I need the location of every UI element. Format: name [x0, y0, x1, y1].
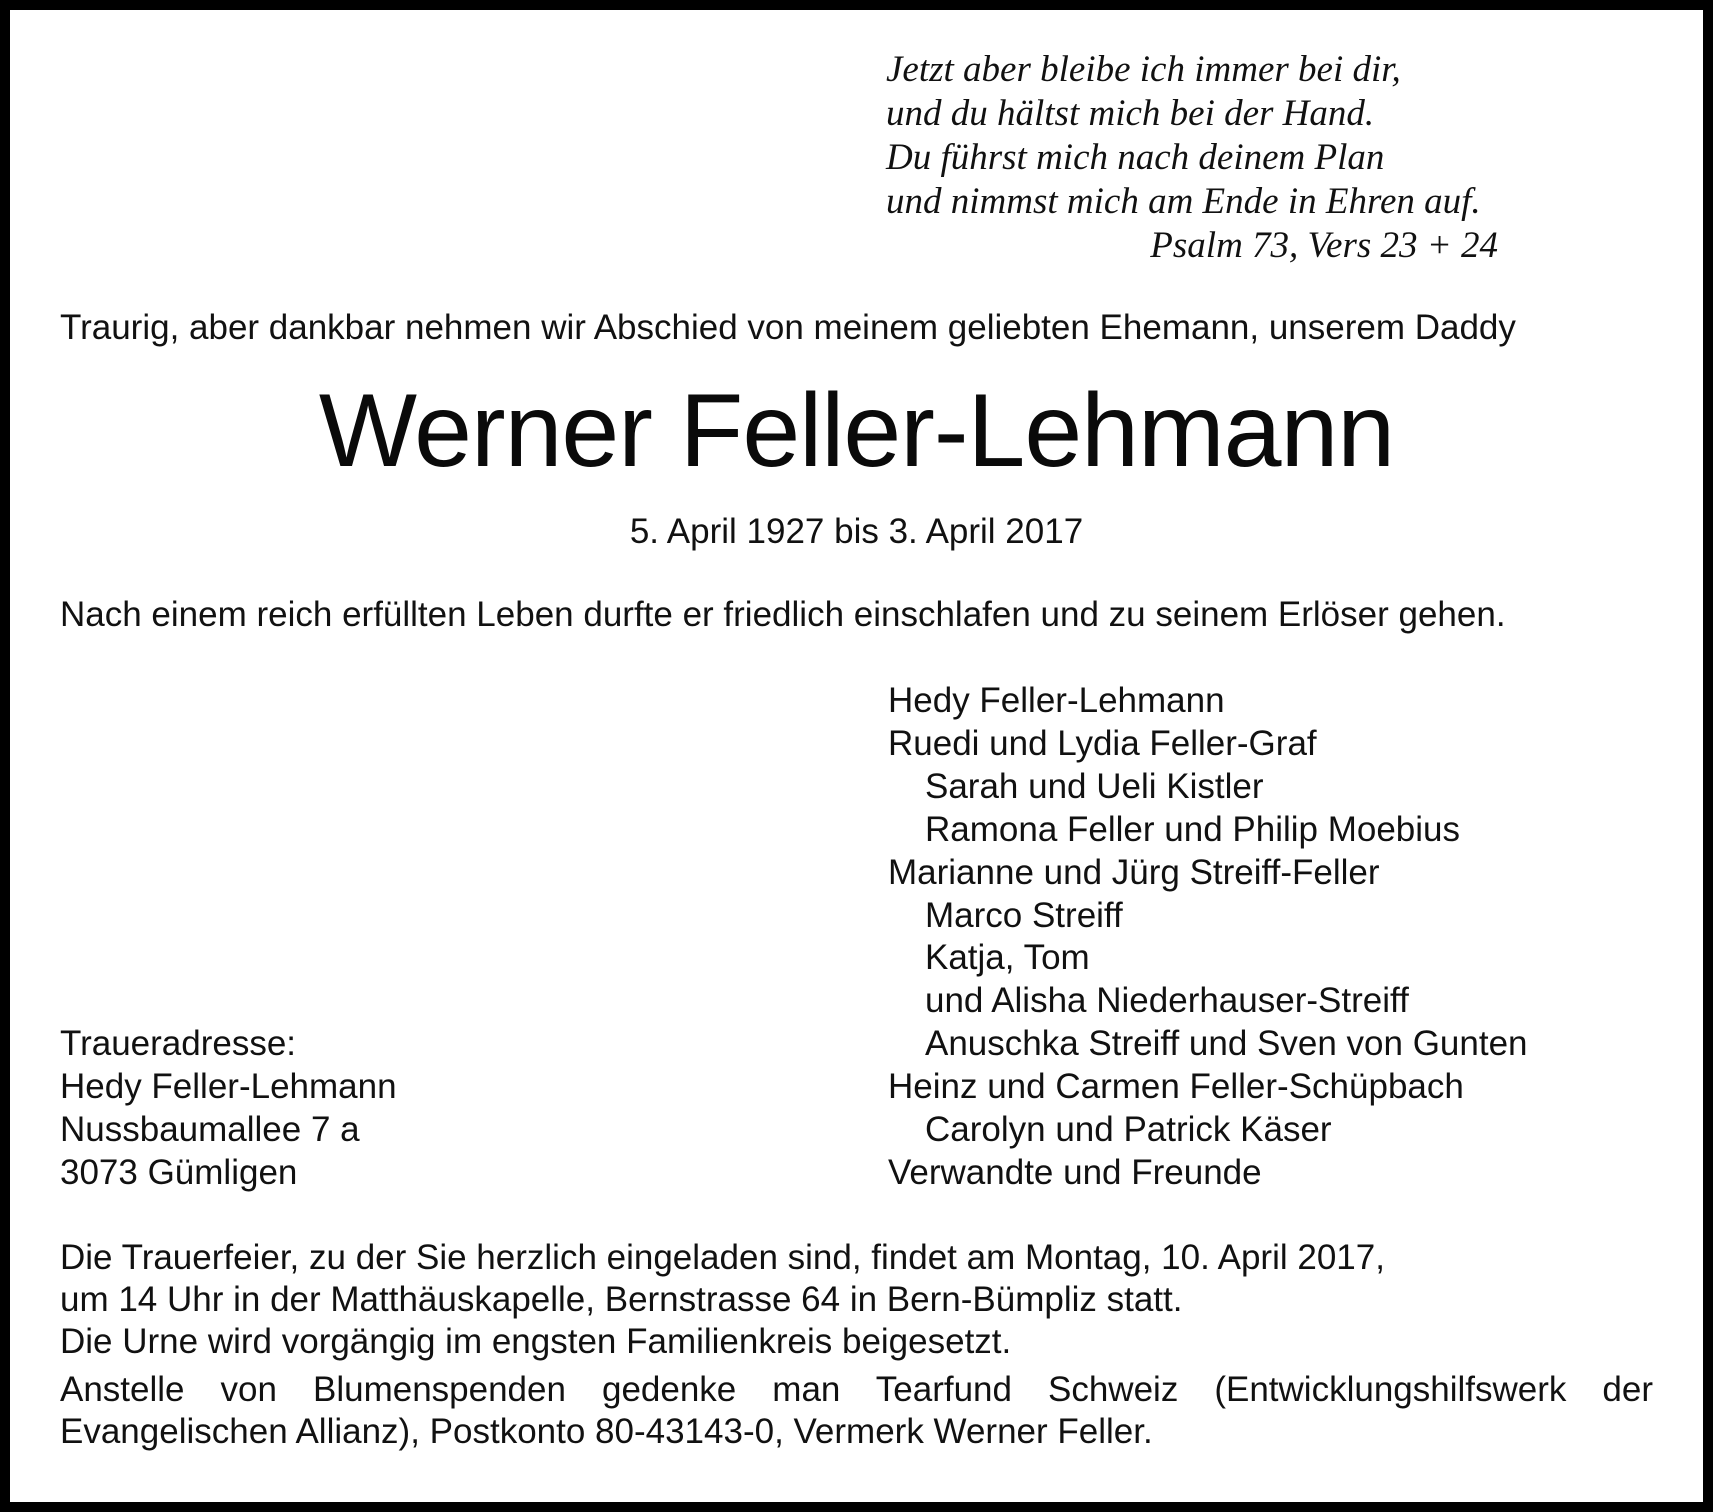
psalm-line: Du führst mich nach deinem Plan [886, 137, 1385, 178]
life-text: Nach einem reich erfüllten Leben durfte er friedlich einschlafen und zu seinem Erlöser gehen. [60, 595, 1506, 634]
service-info [60, 1237, 1653, 1453]
service-line: Die Trauerfeier, zu der Sie herzlich eingeladen sind, findet am Montag, 10. April 2017, [60, 1238, 1385, 1277]
psalm-quote [886, 48, 1498, 268]
address-name: Hedy Feller-Lehmann [60, 1066, 397, 1106]
psalm-line: und du hältst mich bei der Hand. [886, 93, 1375, 134]
mourner-item: Katja, Tom [925, 938, 1090, 978]
psalm-line: und nimmst mich am Ende in Ehren auf. [886, 181, 1481, 222]
mourner-item: Marianne und Jürg Streiff-Feller [888, 852, 1380, 892]
mourner-item: Ramona Feller und Philip Moebius [925, 809, 1460, 849]
mourner-item: Marco Streiff [925, 895, 1123, 935]
mourner-item: Carolyn und Patrick Käser [925, 1110, 1332, 1150]
service-line: um 14 Uhr in der Matthäuskapelle, Bernstrasse 64 in Bern-Bümpliz statt. [60, 1280, 1183, 1319]
donation-text: Anstelle von Blumenspenden gedenke man Tearfund Schweiz (Entwicklungshilfswerk der Evangelischen Allianz), Postkonto 80-43143-0, Vermerk Werner Feller. [60, 1370, 1653, 1451]
mourning-address [60, 1023, 397, 1195]
deceased-name: Werner Feller-Lehmann [318, 373, 1395, 489]
intro-text: Traurig, aber dankbar nehmen wir Abschied von meinem geliebten Ehemann, unserem Daddy [60, 308, 1516, 347]
mourner-item: Anuschka Streiff und Sven von Gunten [925, 1024, 1528, 1064]
mourner-item: Heinz und Carmen Feller-Schüpbach [888, 1067, 1464, 1107]
service-line: Die Urne wird vorgängig im engsten Familienkreis beigesetzt. [60, 1322, 1012, 1361]
address-label: Traueradresse: [60, 1024, 297, 1063]
mourners-list [888, 680, 1528, 1195]
mourner-item: Ruedi und Lydia Feller-Graf [888, 723, 1317, 763]
mourner-item: Sarah und Ueli Kistler [925, 766, 1264, 806]
address-city: 3073 Gümligen [60, 1152, 298, 1192]
psalm-line: Jetzt aber bleibe ich immer bei dir, [886, 49, 1401, 90]
address-street: Nussbaumallee 7 a [60, 1109, 360, 1149]
psalm-reference: Psalm 73, Vers 23 + 24 [1150, 225, 1498, 266]
mourner-item: Verwandte und Freunde [888, 1152, 1262, 1192]
mourner-item: und Alisha Niederhauser-Streiff [925, 981, 1409, 1021]
mourner-item: Hedy Feller-Lehmann [888, 681, 1225, 720]
life-dates: 5. April 1927 bis 3. April 2017 [629, 512, 1084, 551]
